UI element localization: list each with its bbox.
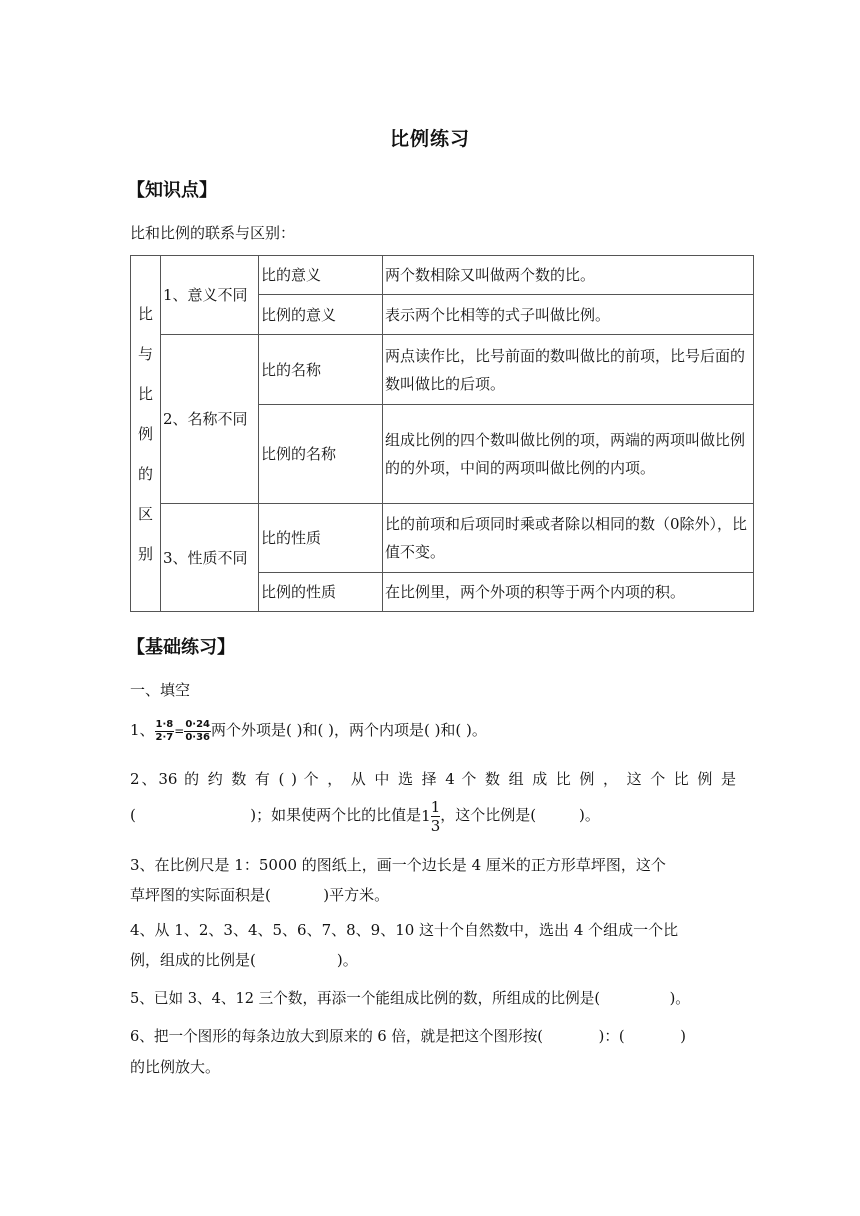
- desc-cell: 表示两个比相等的式子叫做比例。: [383, 295, 754, 335]
- section-fill-blank: 一、填空: [130, 681, 191, 699]
- table-row: [131, 256, 754, 295]
- desc-cell: 在比例里，两个外项的积等于两个内项的积。: [383, 573, 754, 612]
- category-cell: 3、性质不同: [161, 504, 259, 612]
- category-cell: 2、名称不同: [161, 335, 259, 504]
- knowledge-heading: 【知识点】: [127, 180, 217, 201]
- item-cell: 比的意义: [259, 256, 383, 295]
- fraction: $\frac{1\cdot 8}{2\cdot 7}$: [155, 718, 174, 743]
- desc-cell: 两点读作比，比号前面的数叫做比的前项，比号后面的数叫做比的后项。: [383, 335, 754, 405]
- comparison-table: [130, 255, 754, 612]
- left-label-cell: [131, 256, 161, 612]
- question-4-line-1: 4、从 1、2、3、4、5、6、7、8、9、10 这十个自然数中，选出 4 个组成一个比: [130, 921, 679, 939]
- desc-cell: 组成比例的四个数叫做比例的项，两端的两项叫做比例的的外项，中间的两项叫做比例的内项。: [383, 405, 754, 504]
- question-text: 两个外项是( )和( )，两个内项是( )和( )。: [211, 721, 487, 739]
- question-3-line-1: 3、在比例尺是 1：5000 的图纸上，画一个边长是 4 厘米的正方形草坪图，这个: [130, 856, 666, 874]
- item-cell: 比例的名称: [259, 405, 383, 504]
- question-2-line-1: 2、36 的 约 数 有 ( ) 个 ， 从 中 选 择 4 个 数 组 成 比 例 ， 这 个 比 例 是: [130, 770, 736, 788]
- intro-text: 比和比例的联系与区别：: [130, 224, 296, 242]
- desc-cell: 比的前项和后项同时乘或者除以相同的数（0除外），比值不变。: [383, 504, 754, 573]
- item-cell: 比例的性质: [259, 573, 383, 612]
- question-number: 1、: [130, 721, 155, 739]
- table-row: [131, 335, 754, 405]
- desc-cell: 两个数相除又叫做两个数的比。: [383, 256, 754, 295]
- question-6-line-2: 的比例放大。: [130, 1058, 221, 1076]
- mixed-number: 1 $\frac{1}{3}$: [421, 797, 441, 835]
- table-row: [131, 504, 754, 573]
- question-4-line-2: 例，组成的比例是( )。: [130, 951, 358, 969]
- fraction: $\frac{0\cdot 24}{0\cdot 36}$: [185, 718, 211, 743]
- practice-heading: 【基础练习】: [127, 637, 235, 658]
- item-cell: 比例的意义: [259, 295, 383, 335]
- question-6-line-1: 6、把一个图形的每条边放大到原来的 6 倍，就是把这个图形按( )：( ): [130, 1028, 686, 1045]
- question-3-line-2: 草坪图的实际面积是( )平方米。: [130, 886, 390, 904]
- left-label: 比 与 比 例 的 区 别: [137, 304, 153, 563]
- question-2-line-2: ( )；如果使两个比的比值是1 $\frac{1}{3}$ ，这个比例是( )。: [130, 797, 600, 835]
- item-cell: 比的性质: [259, 504, 383, 573]
- page-title: 比例练习: [389, 128, 470, 150]
- question-5: 5、已如 3、4、12 三个数，再添一个能组成比例的数，所组成的比例是( )。: [130, 990, 690, 1007]
- category-cell: 1、意义不同: [161, 256, 259, 335]
- item-cell: 比的名称: [259, 335, 383, 405]
- equals-sign: =: [174, 724, 185, 738]
- question-1: [130, 715, 736, 746]
